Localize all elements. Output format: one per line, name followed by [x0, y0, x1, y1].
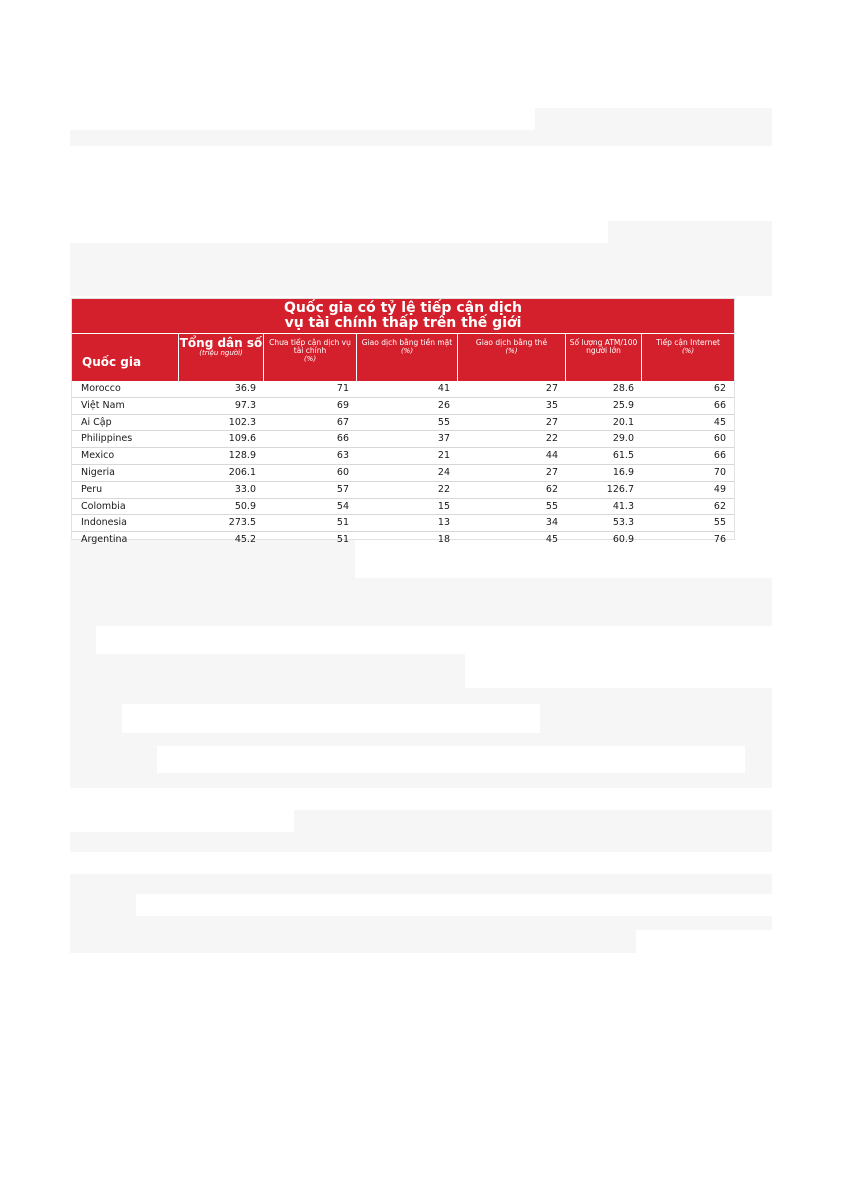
cell-country: Indonesia: [81, 517, 127, 529]
redacted-notch: [636, 930, 772, 953]
cell-unbanked: 71: [336, 383, 349, 394]
header-population: Tổng dân số (triệu người): [179, 334, 264, 381]
table-title-line-1: Quốc gia có tỷ lệ tiếp cận dịch: [283, 300, 522, 316]
cell-cash: 37: [437, 433, 450, 445]
cell-cash: 55: [437, 416, 450, 428]
redacted-notch: [96, 626, 772, 654]
cell-internet: 55: [713, 517, 726, 529]
cell-atm: 53.3: [612, 517, 634, 529]
cell-population: 36.9: [234, 383, 256, 394]
cell-atm: 28.6: [612, 383, 634, 394]
cell-unbanked: 54: [336, 500, 349, 512]
cell-population: 109.6: [228, 433, 256, 445]
redacted-notch: [70, 108, 535, 130]
redacted-notch: [122, 704, 540, 733]
cell-unbanked: 60: [336, 466, 349, 478]
table-row: [72, 448, 734, 465]
cell-internet: 70: [713, 466, 726, 478]
cell-population: 50.9: [234, 500, 256, 512]
cell-country: Ai Cập: [81, 416, 112, 428]
table-row: [72, 415, 734, 432]
cell-unbanked: 67: [336, 416, 349, 428]
cell-card: 55: [545, 500, 558, 512]
redacted-notch: [70, 810, 294, 832]
cell-country: Morocco: [81, 383, 121, 394]
cell-atm: 61.5: [612, 450, 634, 462]
cell-cash: 26: [437, 399, 450, 411]
cell-atm: 126.7: [606, 483, 634, 495]
cell-card: 27: [545, 416, 558, 428]
cell-population: 45.2: [234, 534, 256, 546]
cell-population: 33.0: [234, 483, 256, 495]
cell-card: 27: [545, 383, 558, 394]
table-row: [72, 532, 734, 548]
cell-card: 62: [545, 483, 558, 495]
cell-country: Argentina: [81, 534, 128, 546]
table-title: [72, 299, 734, 333]
cell-country: Peru: [81, 483, 103, 495]
cell-atm: 60.9: [612, 534, 634, 546]
cell-card: 27: [545, 466, 558, 478]
cell-internet: 62: [713, 383, 726, 394]
cell-internet: 49: [713, 483, 726, 495]
cell-population: 206.1: [228, 466, 256, 478]
cell-internet: 66: [713, 399, 726, 411]
table-title-line-2: vụ tài chính thấp trên thế giới: [284, 315, 522, 331]
cell-cash: 22: [437, 483, 450, 495]
table-row: [72, 499, 734, 516]
table-body: [72, 381, 734, 548]
cell-internet: 66: [713, 450, 726, 462]
cell-cash: 18: [437, 534, 450, 546]
redacted-notch: [70, 852, 772, 874]
cell-card: 44: [545, 450, 558, 462]
cell-unbanked: 63: [336, 450, 349, 462]
cell-country: Philippines: [81, 433, 133, 445]
cell-unbanked: 51: [336, 534, 349, 546]
cell-atm: 29.0: [612, 433, 634, 445]
table-row: [72, 398, 734, 415]
cell-card: 45: [545, 534, 558, 546]
cell-cash: 41: [437, 383, 450, 394]
cell-unbanked: 66: [336, 433, 349, 445]
header-internet-access: Tiếp cận Internet (%): [642, 334, 734, 381]
cell-unbanked: 69: [336, 399, 349, 411]
cell-internet: 60: [713, 433, 726, 445]
financial-access-table: [71, 298, 735, 546]
cell-card: 34: [545, 517, 558, 529]
cell-unbanked: 57: [336, 483, 349, 495]
cell-internet: 76: [713, 534, 726, 546]
cell-atm: 25.9: [612, 399, 634, 411]
cell-population: 102.3: [228, 416, 256, 428]
header-card-transactions: Giao dịch bằng thẻ (%): [458, 334, 566, 381]
header-unbanked: Chưa tiếp cận dịch vụ tài chính (%): [264, 334, 357, 381]
header-atm-count: Số lượng ATM/100 người lớn: [566, 334, 642, 381]
cell-population: 128.9: [228, 450, 256, 462]
redacted-notch: [465, 654, 772, 688]
cell-card: 22: [545, 433, 558, 445]
header-cash-transactions: Giao dịch bằng tiền mặt (%): [357, 334, 458, 381]
cell-internet: 45: [713, 416, 726, 428]
cell-card: 35: [545, 399, 558, 411]
table-row: [72, 482, 734, 499]
redacted-notch: [136, 894, 772, 916]
cell-unbanked: 51: [336, 517, 349, 529]
cell-country: Nigeria: [81, 466, 115, 478]
redacted-notch: [70, 221, 608, 243]
cell-country: Việt Nam: [81, 399, 125, 411]
cell-cash: 15: [437, 500, 450, 512]
table-row: [72, 431, 734, 448]
table-row: [72, 465, 734, 482]
table-row: [72, 381, 734, 398]
cell-cash: 21: [437, 450, 450, 462]
cell-cash: 24: [437, 466, 450, 478]
cell-country: Colombia: [81, 500, 126, 512]
redacted-notch: [157, 746, 745, 773]
table-header-row: [72, 333, 734, 381]
cell-cash: 13: [437, 517, 450, 529]
cell-population: 97.3: [234, 399, 256, 411]
cell-atm: 41.3: [612, 500, 634, 512]
table-row: [72, 515, 734, 532]
header-country: Quốc gia: [72, 334, 179, 381]
cell-country: Mexico: [81, 450, 115, 462]
cell-population: 273.5: [228, 517, 256, 529]
cell-atm: 20.1: [612, 416, 634, 428]
cell-internet: 62: [713, 500, 726, 512]
cell-atm: 16.9: [612, 466, 634, 478]
